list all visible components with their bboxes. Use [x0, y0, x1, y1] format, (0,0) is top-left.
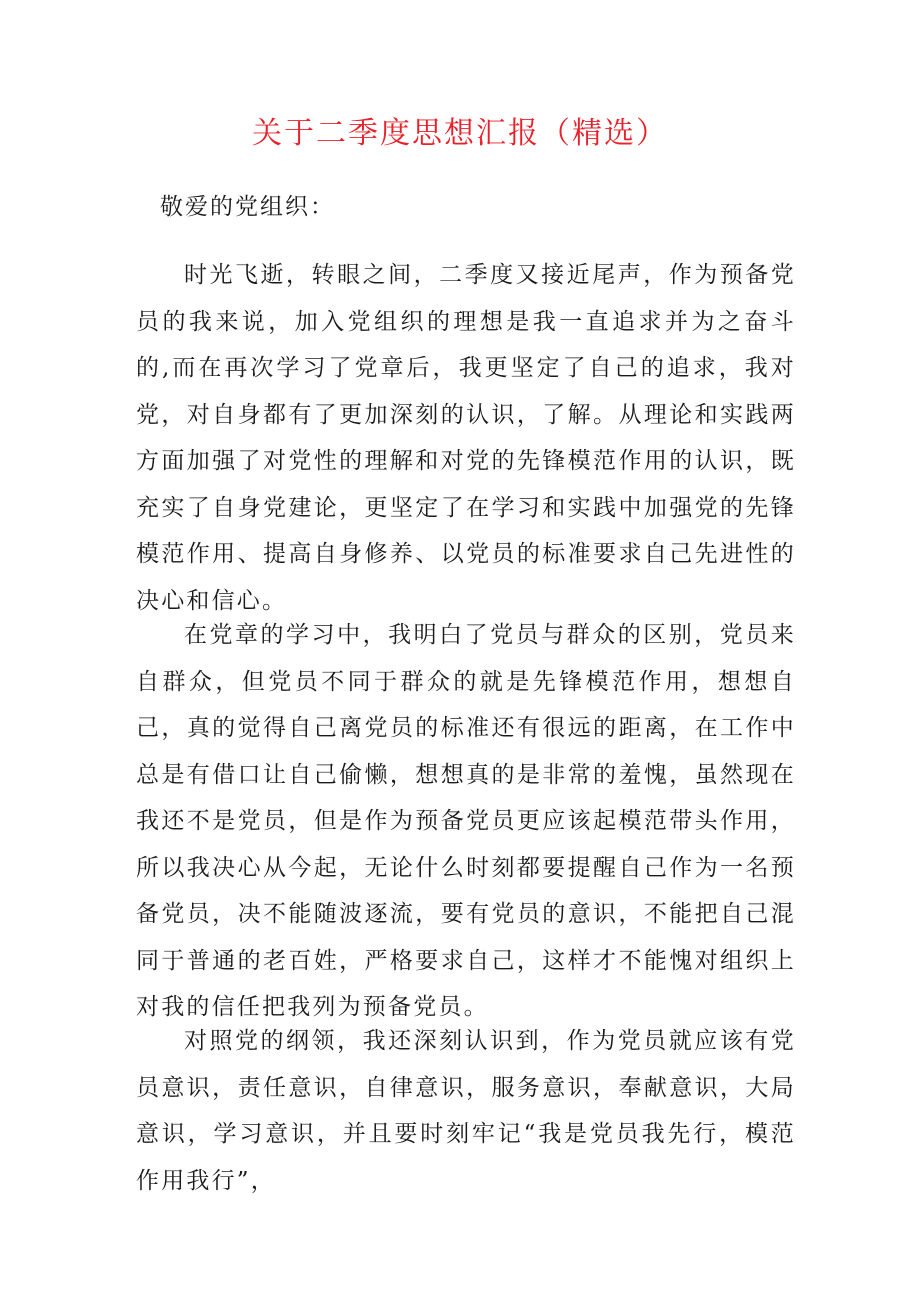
document-title: 关于二季度思想汇报（精选） — [252, 116, 668, 151]
paragraph-2: 在党章的学习中，我明白了党员与群众的区别，党员来自群众，但党员不同于群众的就是先锋模范作用，想想自己，真的觉得自己离党员的标准还有很远的距离，在工作中总是有借口让自己偷懒，想想真的是非常的羞愧，虽然现在我还不是党员，但是作为预备党员更应该起模范带头作用，所以我决心从今起，无论什么时刻都要提醒自己作为一名预备党员，决不能随波逐流，要有党员的意识，不能把自己混同于普通的老百姓，严格要求自己，这样才不能愧对组织上对我的信任把我列为预备党员。 — [136, 622, 796, 1020]
salutation: 敬爱的党组织： — [160, 194, 335, 220]
paragraph-1: 时光飞逝，转眼之间，二季度又接近尾声，作为预备党员的我来说，加入党组织的理想是我一直追求并为之奋斗的,而在再次学习了党章后，我更坚定了自己的追求，我对党，对自身都有了更加深刻的认识，了解。从理论和实践两方面加强了对党性的理解和对党的先锋模范作用的认识，既充实了自身党建论，更坚定了在学习和实践中加强党的先锋模范作用、提高自身修养、以党员的标准要求自己先进性的决心和信心。 — [136, 262, 796, 614]
paragraph-3: 对照党的纲领，我还深刻认识到，作为党员就应该有党员意识，责任意识，自律意识，服务意识，奉献意识，大局意识，学习意识，并且要时刻牢记“我是党员我先行，模范作用我行”， — [136, 1028, 796, 1194]
